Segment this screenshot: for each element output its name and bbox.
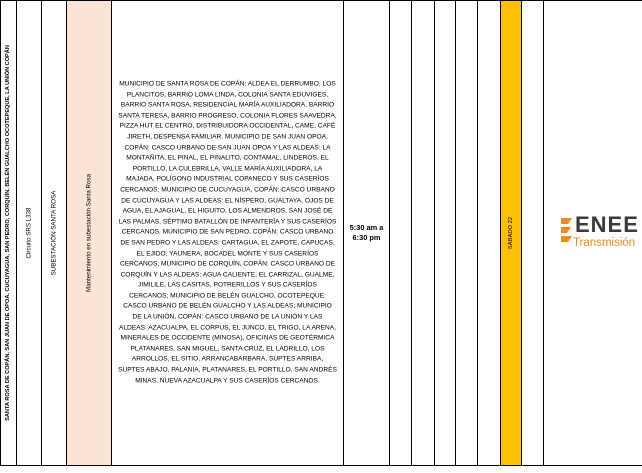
empty-cell — [412, 0, 435, 466]
empty-cell — [390, 0, 412, 466]
empty-cell — [522, 0, 544, 466]
work-cell — [67, 0, 112, 466]
logo-subtitle: Transmisión — [573, 237, 636, 249]
circuit-text: Circuito SRS L338 — [25, 207, 33, 259]
logo-word: ENEE — [575, 212, 639, 237]
circuit-cell — [17, 0, 42, 466]
substation-text: SUBESTACIÓN SANTA ROSA — [50, 190, 58, 276]
areas-cell — [112, 0, 344, 466]
empty-cell — [478, 0, 501, 466]
time-text: 5:30 am a 6:30 pm — [349, 223, 384, 242]
day-text: SÁBADO 22 — [508, 216, 514, 250]
day-cell — [501, 0, 522, 466]
enee-logo — [559, 213, 641, 253]
time-cell — [344, 0, 390, 466]
substation-cell — [42, 0, 67, 466]
empty-cell — [435, 0, 456, 466]
sectors-text: SANTA ROSA DE COPÁN, SAN JUAN DE OPOA, CUCUYAGUA, SAN PEDRO, CORQUÍN, BELÉN GUALCHO OCOTEPEQUE, LA UNIÓN COPÁN — [5, 45, 11, 421]
work-text: Mantenimiento en subestación Santa Rosa — [85, 174, 93, 292]
empty-cell — [456, 0, 478, 466]
sectors-cell — [0, 0, 17, 466]
affected-areas-text: MUNICIPIO DE SANTA ROSA DE COPÁN: ALDEA EL DERRUMBO, LOS PLANCITOS, BARRIO LOMA LINDA, COLONIA SANTA EDUVIGES, BARRIO SANTA ROSA, RESIDENCIAL MARÍA AUXILIADORA, BARRIO SANTA TERESA, BARRIO PROGRESO, COLONIA FLORES SAAVEDRA, PIZZA HUT EL CENTRO, DISTRIBUIDORA OCCIDENTAL, CAME, CAFÉ JIRETH, DESPENSA FAMILIAR. MUNICIPIO DE SAN JUAN OPOA, COPÁN: CASCO URBANO DE SAN JUAN OPOA Y LAS ALDEAS: LA MONTAÑITA, EL PINAL, EL PINALITO, CONTAMAL, LINDEROS, EL PORTILLO, LA CULEBRILLA, VALLE MARÍA AUXILIADORA, LA MAJADA, POLÍGONO INDUSTRIAL COPANECO Y SUS CASERÍOS CERCANOS; MUNICIPIO DE CUCUYAGUA, COPÁN: CASCO URBANO DE CUCUYAGUA Y LAS ALDEAS: EL NÍSPERO, GUALTAYA, OJOS DE AGUA, EL AJAGUAL, EL HIGUITO, LOS ALMENDROS, SAN JOSÉ DE LAS PALMAS, SÉPTIMO BATALLÓN DE INFANTERÍA Y SUS CASERÍOS CERCANOS. MUNICIPIO DE SAN PEDRO, COPÁN: CASCO URBANO DE SAN PEDRO Y LAS ALDEAS: CARTAGUA, EL ZAPOTE, CAPUCAS, EL EJIDO, YAUNERA, BOCADEL MONTE Y SUS CASERÍOS CERCANOS; MUNICIPIO DE CORQUÍN, COPÁN: CASCO URBANO DE CORQUÍN Y LAS ALDEAS: AGUA CALIENTE, EL CARRIZAL, GUALME, JIMILILE, LAS CASITAS, POTRERILLOS Y SUS CASERÍOS CERCANOS; MUNICIPIO DE BELÉN GUALCHO, OCOTEPEQUE: CASCO URBANO DE BELÉN GUALCHO Y LAS ALDEAS; MUNICIPIO DE LA UNIÓN, COPÁN: CASCO URBANO DE LA UNIÓN Y LAS ALDEAS: AZACUALPA, EL CORPUS, EL JUNCO, EL TRIGO, LA ARENA, MINERALES DE OCCIDENTE (MINOSA), OFICINAS DE GEOTÉRMICA PLATANARES, SAN MIGUEL, SANTA CRUZ, EL LADRILLO, LOS ARROLLOS, EL SITIO, ARRANCABARBARA, SUPTES ARRIBA, SUPTES ABAJO, PALANIA, PLATANARES, EL PORTILLO, SAN ANDRÉS MINAS, NUEVA AZACUALPA Y SUS CASERÍOS CERCANOS. — [118, 80, 337, 385]
